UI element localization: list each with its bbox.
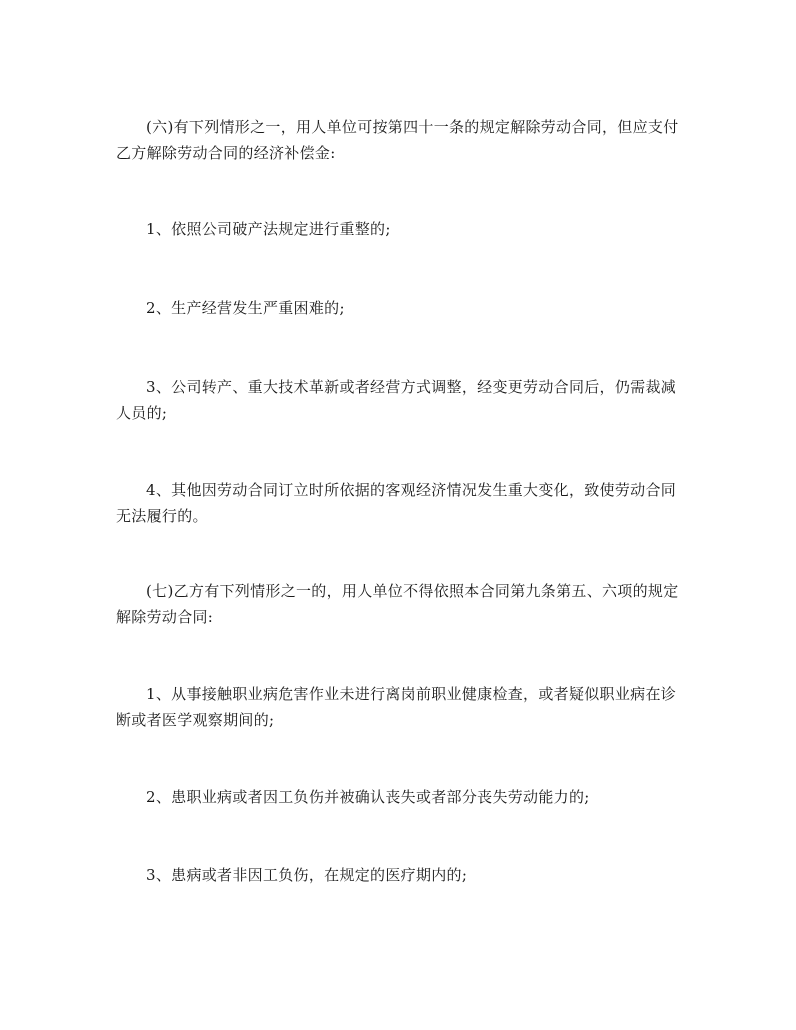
clause-6-item-2: 2、生产经营发生严重困难的; (146, 299, 345, 317)
clause-6-paragraph: (六)有下列情形之一，用人单位可按第四十一条的规定解除劳动合同，但应支付乙方解除劳动合同的经济补偿金: (116, 118, 679, 162)
clause-7-paragraph: (七)乙方有下列情形之一的，用人单位不得依照本合同第九条第五、六项的规定解除劳动合同: (116, 582, 679, 626)
clause-6-item-3: 3、公司转产、重大技术革新或者经营方式调整，经变更劳动合同后，仍需裁减人员的; (116, 378, 677, 422)
clause-7-item-2: 2、患职业病或者因工负伤并被确认丧失或者部分丧失劳动能力的; (146, 788, 590, 806)
clause-6-item-1: 1、依照公司破产法规定进行重整的; (146, 220, 391, 238)
clause-7-item-3: 3、患病或者非因工负伤，在规定的医疗期内的; (146, 866, 468, 884)
clause-6-item-4: 4、其他因劳动合同订立时所依据的客观经济情况发生重大变化，致使劳动合同无法履行的。 (116, 481, 677, 525)
clause-7-item-1: 1、从事接触职业病危害作业未进行离岗前职业健康检查，或者疑似职业病在诊断或者医学观察期间的; (116, 685, 677, 729)
